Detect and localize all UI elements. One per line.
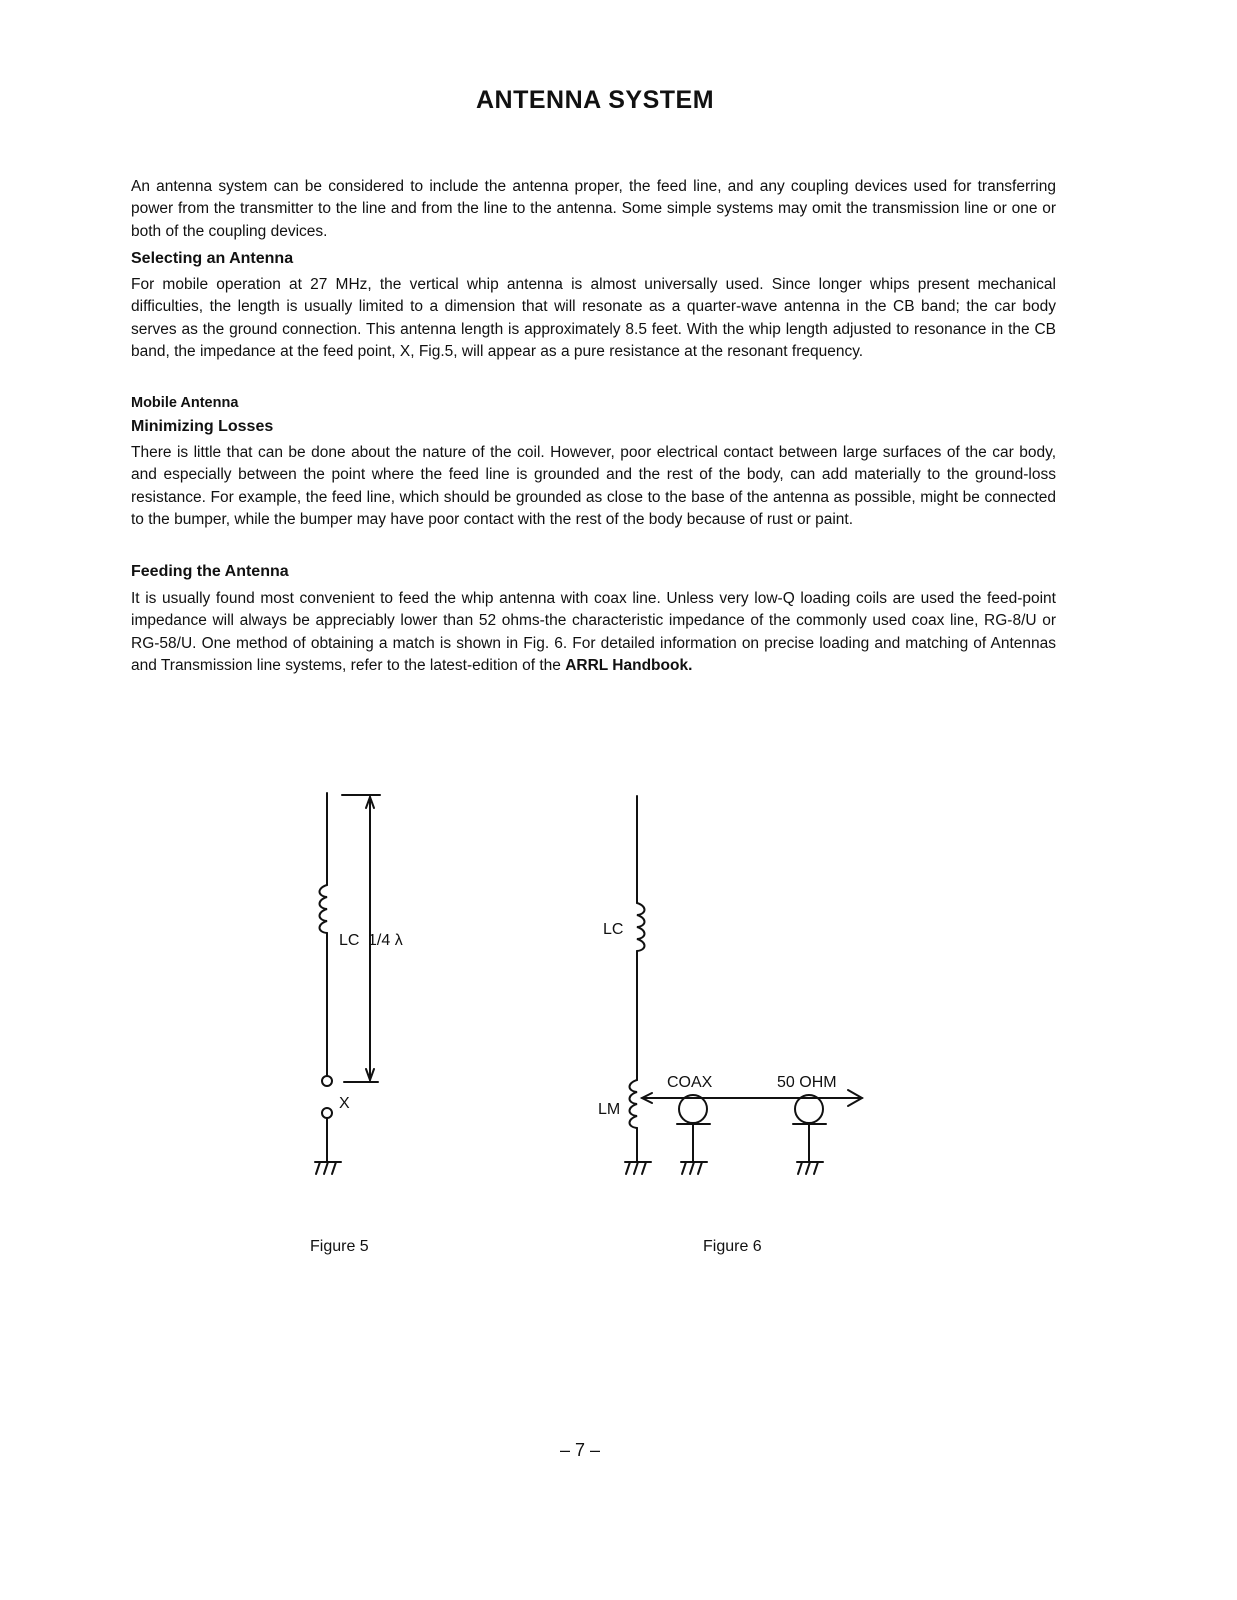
figure6-ground-icon-1 bbox=[625, 1162, 651, 1174]
figure6-ground-icon-3 bbox=[797, 1162, 823, 1174]
figure5-diagram bbox=[315, 793, 380, 1174]
heading-mobile-antenna: Mobile Antenna bbox=[131, 395, 239, 411]
arrl-handbook-emphasis: ARRL Handbook. bbox=[565, 656, 693, 674]
figure6-label-lc: LC bbox=[603, 921, 624, 938]
heading-minimizing-losses: Minimizing Losses bbox=[131, 418, 274, 435]
intro-paragraph: An antenna system can be considered to include the antenna proper, the feed line, and any coupling devices used for transferring power from the transmitter to the line and from the line to the antenna. Some simple systems may omit the transmission line or one or both of the coupling devices. bbox=[131, 178, 1056, 240]
feeding-antenna-text: It is usually found most convenient to feed the whip antenna with coax line. Unless very low-Q loading coils are used the feed-point impedance will always be appreciably lower than 52 ohms-the characteristic impedance of the commonly used coax line, RG-8/U or RG-58/U. One method of obtaining a match is shown in Fig. 6. For detailed information on precise loading and matching of Antennas and Transmission line systems, refer to the latest-edition of the bbox=[131, 590, 1056, 674]
figure5-ground-icon bbox=[315, 1162, 341, 1174]
figure6-diagram bbox=[625, 796, 862, 1174]
page-number: – 7 – bbox=[560, 1440, 601, 1460]
figure6-ground-icon-2 bbox=[681, 1162, 707, 1174]
page-title: ANTENNA SYSTEM bbox=[475, 86, 715, 114]
heading-feeding-antenna: Feeding the Antenna bbox=[131, 563, 289, 580]
figure6-lc-coil-icon bbox=[637, 903, 645, 951]
figure5-label-lc: LC bbox=[339, 932, 360, 949]
figure5-label-x: X bbox=[339, 1095, 350, 1112]
minimizing-losses-paragraph: There is little that can be done about the nature of the coil. However, poor electrical contact between large surfaces of the car body, and especially between the point where the feed line is grounded and the rest of the body, can add materially to the ground-loss resistance. For example, the feed line, which should be grounded as close to the base of the antenna as possible, might be connected to the bumper, while the bumper may have poor contact with the rest of the body because of rust or paint. bbox=[131, 444, 1056, 528]
selecting-antenna-paragraph: For mobile operation at 27 MHz, the vertical whip antenna is almost universally used. Since longer whips present mechanical difficulties, the length is usually limited to a dimension that will resonate as a quarter-wave antenna in the CB band; the car body serves as the ground connection. This antenna length is approximately 8.5 feet. With the whip length adjusted to resonance in the CB band, the impedance at the feed point, X, Fig.5, will appear as a pure resistance at the resonant frequency. bbox=[131, 276, 1056, 360]
figure5-caption: Figure 5 bbox=[310, 1238, 369, 1255]
heading-selecting-antenna: Selecting an Antenna bbox=[131, 250, 294, 267]
figure5-coil-icon bbox=[320, 885, 328, 933]
figure6-caption: Figure 6 bbox=[703, 1238, 762, 1255]
figure6-label-coax: COAX bbox=[667, 1074, 713, 1091]
figure6-label-ohm: 50 OHM bbox=[777, 1074, 837, 1091]
figure5-label-length: 1/4 λ bbox=[368, 932, 403, 949]
figure6-lm-coil-icon bbox=[630, 1080, 638, 1128]
figure6-label-lm: LM bbox=[598, 1101, 621, 1118]
